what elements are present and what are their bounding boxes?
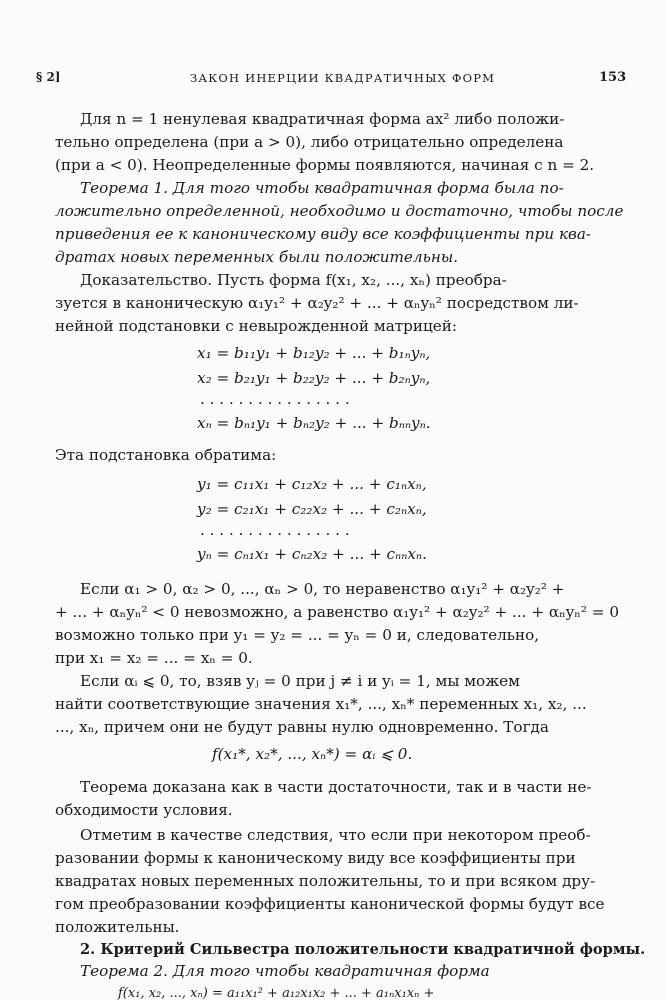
- text-line: возможно только при y₁ = y₂ = ... = yₙ = 0 и, следовательно,: [55, 626, 540, 644]
- text-line: разовании формы к каноническому виду все коэффициенты при: [55, 849, 576, 867]
- text-line: положительны.: [55, 918, 180, 936]
- equation-line: y₂ = c₂₁x₁ + c₂₂x₂ + ... + c₂ₙxₙ,: [197, 500, 427, 518]
- text-line: Если αᵢ ⩽ 0, то, взяв yⱼ = 0 при j ≠ i и yᵢ = 1, мы можем: [80, 672, 520, 690]
- text-line: (при a < 0). Неопределенные формы появляются, начиная с n = 2.: [55, 156, 595, 174]
- text-line: зуется в каноническую α₁y₁² + α₂y₂² + ... + αₙyₙ² посредством ли-: [55, 294, 579, 312]
- equation-line: xₙ = bₙ₁y₁ + bₙ₂y₂ + ... + bₙₙyₙ.: [197, 414, 431, 432]
- equation-line: f(x₁*, x₂*, ..., xₙ*) = αᵢ ⩽ 0.: [212, 745, 413, 763]
- theorem-1-line: ложительно определенной, необходимо и достаточно, чтобы после: [55, 202, 624, 220]
- theorem-1-line: Теорема 1. Для того чтобы квадратичная форма была по-: [80, 179, 564, 197]
- theorem-1-line: приведения ее к каноническому виду все коэффициенты при ква-: [55, 225, 592, 243]
- text-line: обходимости условия.: [55, 801, 233, 819]
- ellipsis-row: . . . . . . . . . . . . . . . .: [200, 390, 350, 408]
- section-marker: § 2]: [36, 70, 61, 84]
- ellipsis-row: . . . . . . . . . . . . . . . .: [200, 521, 350, 539]
- text-line: нейной подстановки с невырожденной матрицей:: [55, 317, 457, 335]
- text-line: Эта подстановка обратима:: [55, 446, 277, 464]
- text-line: + ... + αₙyₙ² < 0 невозможно, а равенство α₁y₁² + α₂y₂² + ... + αₙyₙ² = 0: [55, 603, 619, 621]
- text-line: Теорема доказана как в части достаточности, так и в части не-: [80, 778, 592, 796]
- proof-line: Доказательство. Пусть форма f(x₁, x₂, ..., xₙ) преобра-: [80, 271, 507, 289]
- text-line: гом преобразовании коэффициенты канонической формы будут все: [55, 895, 605, 913]
- text-line: найти соответствующие значения x₁*, ..., xₙ* переменных x₁, x₂, ...: [55, 695, 587, 713]
- text-line: квадратах новых переменных положительны, то и при всяком дру-: [55, 872, 596, 890]
- page-number: 153: [599, 70, 627, 85]
- text-line: Для n = 1 ненулевая квадратичная форма ax² либо положи-: [80, 110, 565, 128]
- text-line: при x₁ = x₂ = ... = xₙ = 0.: [55, 649, 253, 667]
- theorem-2-line: Теорема 2. Для того чтобы квадратичная форма: [80, 962, 490, 980]
- equation-line: x₂ = b₂₁y₁ + b₂₂y₂ + ... + b₂ₙyₙ,: [197, 369, 431, 387]
- text-line: ..., xₙ, причем они не будут равны нулю одновременно. Тогда: [55, 718, 549, 736]
- section-heading: 2. Критерий Сильвестра положительности квадратичной формы.: [80, 941, 646, 958]
- text-line: Если α₁ > 0, α₂ > 0, ..., αₙ > 0, то неравенство α₁y₁² + α₂y₂² +: [80, 580, 565, 598]
- running-title: ЗАКОН ИНЕРЦИИ КВАДРАТИЧНЫХ ФОРМ: [190, 71, 496, 85]
- text-line: тельно определена (при a > 0), либо отрицательно определена: [55, 133, 564, 151]
- theorem-1-line: дратах новых переменных были положительны.: [55, 248, 459, 266]
- text-line: Отметим в качестве следствия, что если при некотором преоб-: [80, 826, 591, 844]
- equation-line: yₙ = cₙ₁x₁ + cₙ₂x₂ + ... + cₙₙxₙ.: [197, 545, 427, 563]
- equation-line: y₁ = c₁₁x₁ + c₁₂x₂ + ... + c₁ₙxₙ,: [197, 475, 427, 493]
- equation-line: f(x₁, x₂, ..., xₙ) = a₁₁x₁² + a₁₂x₁x₂ + ... + a₁ₙx₁xₙ +: [118, 986, 435, 1000]
- equation-line: x₁ = b₁₁y₁ + b₁₂y₂ + ... + b₁ₙyₙ,: [197, 344, 431, 362]
